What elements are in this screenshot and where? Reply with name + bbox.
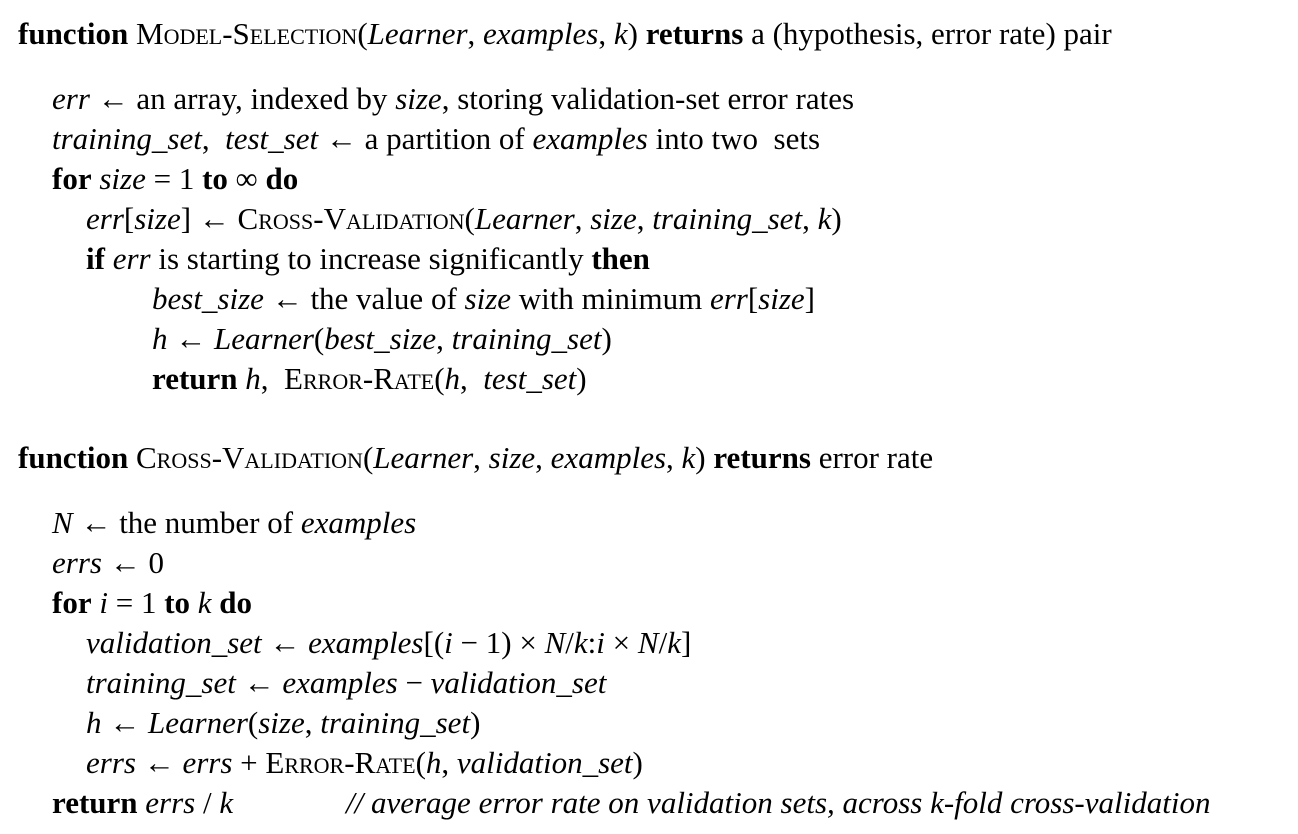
token-variable: test_set	[483, 361, 577, 396]
token-variable: i	[99, 585, 108, 620]
token-variable: errs	[86, 745, 136, 780]
token-text: ← an array, indexed by	[89, 81, 396, 116]
token-keyword: do	[219, 585, 253, 620]
token-text: ,	[598, 16, 614, 51]
token-keyword: function	[18, 440, 129, 475]
token-text: error rate	[810, 440, 934, 475]
token-variable: h	[152, 321, 168, 356]
token-variable: examples	[308, 625, 424, 660]
token-variable: validation_set	[430, 665, 607, 700]
code-line-model-selection	[52, 79, 854, 119]
token-variable: size	[395, 81, 442, 116]
token-text: , storing validation-set error rates	[441, 81, 855, 116]
token-text: (	[434, 361, 445, 396]
token-text: ← 0	[101, 545, 164, 580]
token-text: (	[415, 745, 426, 780]
token-keyword: for	[52, 161, 92, 196]
token-text: ←	[135, 745, 183, 780]
token-variable: i	[596, 625, 605, 660]
token-variable: best_size	[324, 321, 437, 356]
token-procedure-name: Cross-Validation	[237, 201, 465, 236]
token-variable: Learner	[148, 705, 248, 740]
token-variable: h	[245, 361, 261, 396]
code-line-cross-validation	[86, 623, 691, 663]
token-text	[128, 16, 136, 51]
token-text: (	[313, 321, 325, 356]
token-procedure-name: Model-Selection	[136, 16, 358, 51]
code-line-model-selection	[86, 239, 650, 279]
token-text: ∞	[227, 161, 266, 196]
token-variable: k	[817, 201, 832, 236]
token-variable: h	[86, 705, 102, 740]
code-line-cross-validation	[52, 543, 164, 583]
token-keyword: function	[18, 16, 129, 51]
token-keyword: returns	[645, 16, 744, 51]
code-line-cross-validation	[52, 583, 252, 623]
token-variable: size	[134, 201, 181, 236]
function-header-model-selection	[18, 14, 1112, 54]
token-text: ← a partition of	[318, 121, 533, 156]
token-text: ←	[101, 705, 148, 740]
token-text: )	[695, 440, 714, 475]
token-variable: training_set	[652, 201, 803, 236]
token-text: is starting to increase significantly	[150, 241, 592, 276]
token-variable: N	[544, 625, 566, 660]
token-variable: k	[573, 625, 588, 660]
code-line-cross-validation	[86, 743, 643, 783]
token-variable: size	[258, 705, 305, 740]
code-line-cross-validation	[52, 783, 233, 823]
token-text: = 1	[145, 161, 203, 196]
token-text: [	[747, 281, 759, 316]
token-variable: Learner	[367, 16, 468, 51]
code-line-model-selection	[152, 359, 587, 399]
token-text: (	[362, 440, 374, 475]
token-variable: h	[425, 745, 442, 780]
token-text: ,	[535, 440, 551, 475]
token-text: [(	[423, 625, 445, 660]
token-variable: validation_set	[86, 625, 262, 660]
token-text: ,	[460, 361, 484, 396]
token-text: ] ←	[180, 201, 238, 236]
token-text: −	[397, 665, 431, 700]
token-variable: err	[86, 201, 124, 236]
token-text: ,	[201, 121, 226, 156]
token-keyword: do	[265, 161, 299, 196]
token-variable: training_set	[52, 121, 202, 156]
token-variable: k	[219, 785, 234, 820]
token-text: [	[123, 201, 135, 236]
token-variable: N	[637, 625, 659, 660]
token-variable: errs	[182, 745, 233, 780]
token-text: into two sets	[647, 121, 821, 156]
token-variable: N	[52, 505, 73, 540]
token-variable: examples	[300, 505, 417, 540]
token-text: ,	[467, 16, 484, 51]
token-text: ← the number of	[72, 505, 301, 540]
code-line-cross-validation	[52, 503, 416, 543]
token-text: ]	[680, 625, 692, 660]
token-text: = 1	[107, 585, 165, 620]
token-text: a (hypothesis, error rate) pair	[743, 16, 1112, 51]
token-text: with minimum	[511, 281, 710, 316]
token-variable: examples	[532, 121, 648, 156]
token-text: ]	[804, 281, 815, 316]
token-text: /	[565, 625, 574, 660]
code-line-model-selection	[86, 199, 842, 239]
token-variable: errs	[52, 545, 102, 580]
token-text: ×	[604, 625, 638, 660]
token-text	[128, 440, 136, 475]
token-variable: Learner	[474, 201, 575, 236]
token-text: )	[627, 16, 646, 51]
token-keyword: return	[52, 785, 138, 820]
code-line-model-selection	[52, 159, 298, 199]
token-text: ,	[802, 201, 818, 236]
token-procedure-name: Error-Rate	[284, 361, 435, 396]
token-text: ← the value of	[263, 281, 465, 316]
token-text: ,	[436, 321, 452, 356]
token-variable: k	[681, 440, 696, 475]
token-keyword: then	[591, 241, 650, 276]
token-text: )	[831, 201, 842, 236]
token-text	[190, 585, 198, 620]
token-variable: Learner	[373, 440, 474, 475]
token-text: )	[632, 745, 643, 780]
token-variable: examples	[282, 665, 398, 700]
token-text: (	[464, 201, 475, 236]
token-variable: Learner	[214, 321, 314, 356]
code-comment: // average error rate on validation sets, across k-fold cross-validation	[346, 785, 1211, 820]
token-variable: training_set	[320, 705, 471, 740]
token-variable: size	[99, 161, 146, 196]
token-text: /	[658, 625, 668, 660]
token-keyword: returns	[713, 440, 811, 475]
token-variable: k	[197, 585, 212, 620]
token-variable: examples	[550, 440, 667, 475]
token-variable: err	[112, 241, 151, 276]
code-line-model-selection	[152, 279, 815, 319]
token-text: ,	[666, 440, 682, 475]
token-variable: best_size	[152, 281, 264, 316]
token-text: /	[195, 785, 220, 820]
token-text: ←	[235, 665, 283, 700]
token-variable: k	[667, 625, 681, 660]
code-line-cross-validation	[86, 703, 480, 743]
token-text: ,	[473, 440, 489, 475]
token-variable: training_set	[86, 665, 236, 700]
token-keyword: for	[52, 585, 92, 620]
token-variable: k	[613, 16, 628, 51]
token-text: )	[576, 361, 587, 396]
token-text: ,	[441, 745, 457, 780]
token-variable: size	[488, 440, 536, 475]
token-text: ,	[260, 361, 285, 396]
token-procedure-name: Error-Rate	[265, 745, 416, 780]
token-text: (	[247, 705, 259, 740]
token-text: ,	[304, 705, 321, 740]
token-variable: test_set	[225, 121, 319, 156]
token-text	[105, 241, 113, 276]
code-line-model-selection	[52, 119, 820, 159]
token-text: ←	[167, 321, 214, 356]
token-variable: i	[444, 625, 453, 660]
token-text: :	[587, 625, 597, 660]
token-variable: size	[590, 201, 637, 236]
token-variable: h	[444, 361, 461, 396]
token-text: ,	[574, 201, 591, 236]
token-keyword: return	[152, 361, 238, 396]
token-variable: err	[52, 81, 90, 116]
token-text: ←	[261, 625, 309, 660]
token-variable: err	[709, 281, 748, 316]
token-text: +	[232, 745, 266, 780]
token-variable: size	[758, 281, 805, 316]
token-keyword: if	[86, 241, 105, 276]
code-line-cross-validation	[86, 663, 606, 703]
token-keyword: to	[202, 161, 228, 196]
token-variable: examples	[483, 16, 599, 51]
token-text: − 1) ×	[452, 625, 545, 660]
token-variable: training_set	[451, 321, 602, 356]
token-variable: errs	[145, 785, 196, 820]
token-text: (	[357, 16, 368, 51]
token-variable: size	[464, 281, 512, 316]
token-keyword: to	[164, 585, 191, 620]
code-line-model-selection	[152, 319, 612, 359]
token-text: )	[470, 705, 481, 740]
function-header-cross-validation	[18, 438, 933, 478]
token-variable: validation_set	[456, 745, 633, 780]
token-text: ,	[636, 201, 653, 236]
token-procedure-name: Cross-Validation	[136, 440, 363, 475]
token-text: )	[601, 321, 612, 356]
